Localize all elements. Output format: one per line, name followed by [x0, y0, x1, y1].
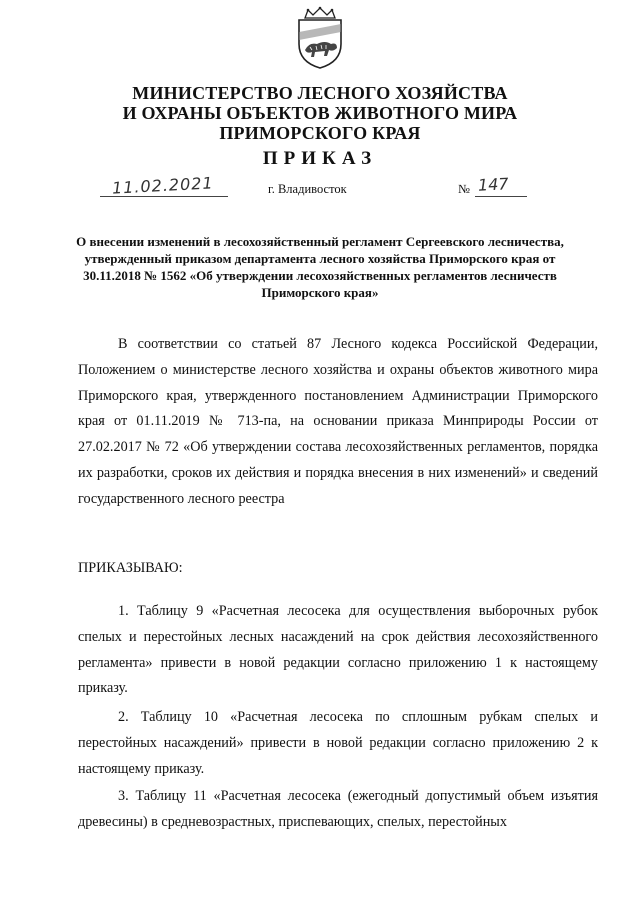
order-word: ПРИКАЗЫВАЮ:	[78, 560, 183, 576]
handwritten-date: 11.02.2021	[111, 173, 215, 198]
ministry-name-line-3: ПРИМОРСКОГО КРАЯ	[219, 123, 421, 143]
order-item-3: 3. Таблицу 11 «Расчетная лесосека (ежегодный допустимый объем изъятия древесины) в средневозрастных, приспевающих, спелых, перестойных	[78, 788, 598, 830]
ministry-name-line-1: МИНИСТЕРСТВО ЛЕСНОГО ХОЗЯЙСТВА	[132, 83, 508, 103]
city-label: г. Владивосток	[268, 182, 347, 196]
document-type: ПРИКАЗ	[262, 148, 378, 169]
document-title: О внесении изменений в лесохозяйственный регламент Сергеевского лесничества, утвержденный приказом департамента лесного хозяйства Приморского края от 30.11.2018 № 1562 «Об утверждении лесохозяйственных регламентов лесничеств Приморского края»	[76, 234, 564, 300]
date-underline	[100, 196, 228, 197]
order-item-1: 1. Таблицу 9 «Расчетная лесосека для осуществления выборочных рубок спелых и перестойных лесных насаждений на срок действия лесохозяйственного регламента» привести в новой редакции согласно приложению 1 к настоящему приказу.	[78, 603, 598, 697]
preamble-paragraph: В соответствии со статьей 87 Лесного кодекса Российской Федерации, Положением о министерстве лесного хозяйства и охраны объектов животного мира Приморского края, утвержденного постановлением Администрации Приморского края от 01.11.2019 № 713-па, на основании приказа Минприроды России от 27.02.2017 № 72 «Об утверждении состава лесохозяйственных регламентов, порядка их разработки, сроков их действия и порядка внесения в них изменений» и сведений государственного лесного реестра	[78, 336, 598, 507]
date-number-line	[0, 173, 640, 206]
ministry-name-line-2: И ОХРАНЫ ОБЪЕКТОВ ЖИВОТНОГО МИРА	[122, 103, 518, 123]
coat-of-arms-icon	[293, 6, 347, 70]
order-item-2: 2. Таблицу 10 «Расчетная лесосека по сплошным рубкам спелых и перестойных насаждений» привести в новой редакции согласно приложению 2 к настоящему приказу.	[78, 709, 598, 777]
number-sign: №	[458, 182, 470, 196]
handwritten-number: 147	[477, 174, 510, 195]
number-underline	[475, 196, 527, 197]
